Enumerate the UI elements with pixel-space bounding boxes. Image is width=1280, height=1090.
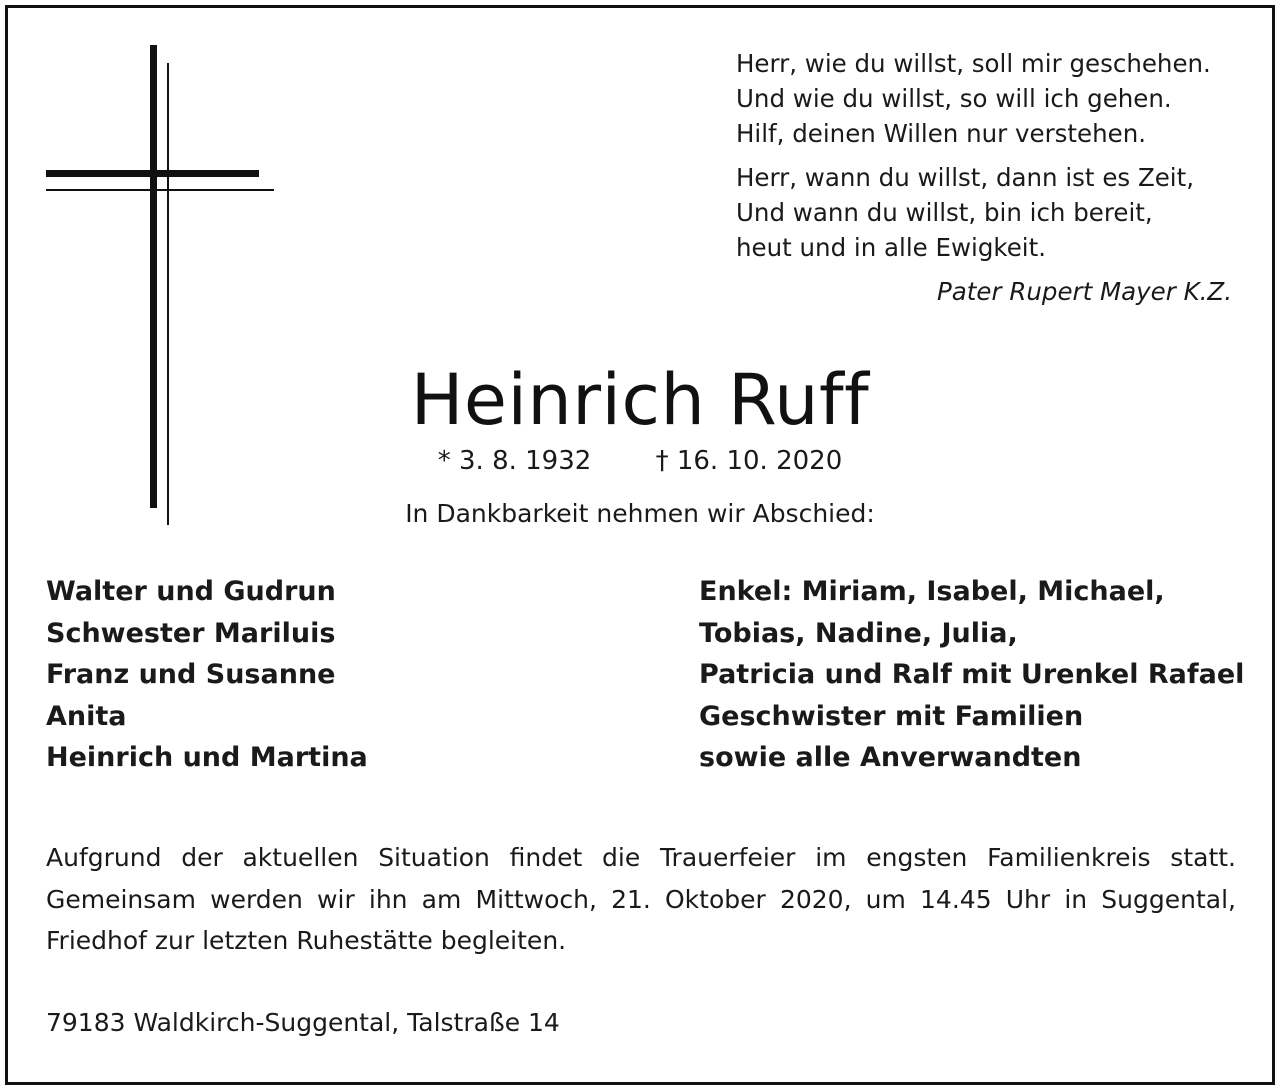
poem-line: Und wie du willst, so will ich gehen. <box>736 84 1172 113</box>
family-member: Schwester Mariluis <box>46 617 336 649</box>
family-member: Tobias, Nadine, Julia, <box>699 617 1018 649</box>
funeral-notice <box>46 837 1236 962</box>
family-member: Heinrich und Martina <box>46 742 368 773</box>
poem-author: Pater Rupert Mayer K.Z. <box>937 277 1232 306</box>
notice-line: Friedhof zur letzten Ruhestätte begleiten. <box>46 926 567 955</box>
birth-date: * 3. 8. 1932 <box>437 446 592 476</box>
poem-stanza-2 <box>736 160 1236 265</box>
family-member: Geschwister mit Familien <box>699 700 1084 732</box>
notice-line: Aufgrund der aktuellen Situation findet die Trauerfeier im engsten Familienkreis statt. <box>46 843 1236 872</box>
poem-line: Und wann du willst, bin ich bereit, <box>736 198 1153 227</box>
life-dates <box>8 444 1272 478</box>
family-list-left <box>46 571 368 779</box>
death-date: † 16. 10. 2020 <box>655 446 843 476</box>
poem-line: Hilf, deinen Willen nur verstehen. <box>736 119 1147 148</box>
address: 79183 Waldkirch-Suggental, Talstraße 14 <box>46 1008 560 1037</box>
family-member: Patricia und Ralf mit Urenkel Rafael <box>699 659 1245 690</box>
poem-stanza-1 <box>736 46 1236 151</box>
family-member: Anita <box>46 700 127 732</box>
poem-line: Herr, wann du willst, dann ist es Zeit, <box>736 163 1195 192</box>
poem-line: Herr, wie du willst, soll mir geschehen. <box>736 49 1211 78</box>
cross-horizontal-bar <box>46 170 259 177</box>
cross-horizontal-line <box>46 189 274 191</box>
deceased-name: Heinrich Ruff <box>410 359 870 441</box>
family-member: Walter und Gudrun <box>46 576 336 607</box>
obituary-frame <box>5 5 1275 1085</box>
family-member: Franz und Susanne <box>46 659 336 690</box>
family-member: Enkel: Miriam, Isabel, Michael, <box>699 576 1165 607</box>
farewell-text: In Dankbarkeit nehmen wir Abschied: <box>405 499 875 528</box>
poem-line: heut und in alle Ewigkeit. <box>736 233 1046 262</box>
family-member: sowie alle Anverwandten <box>699 742 1082 773</box>
notice-line: Gemeinsam werden wir ihn am Mittwoch, 21. Oktober 2020, um 14.45 Uhr in Suggental, <box>46 884 1236 914</box>
family-list-right <box>699 571 1244 779</box>
poem <box>736 46 1236 309</box>
